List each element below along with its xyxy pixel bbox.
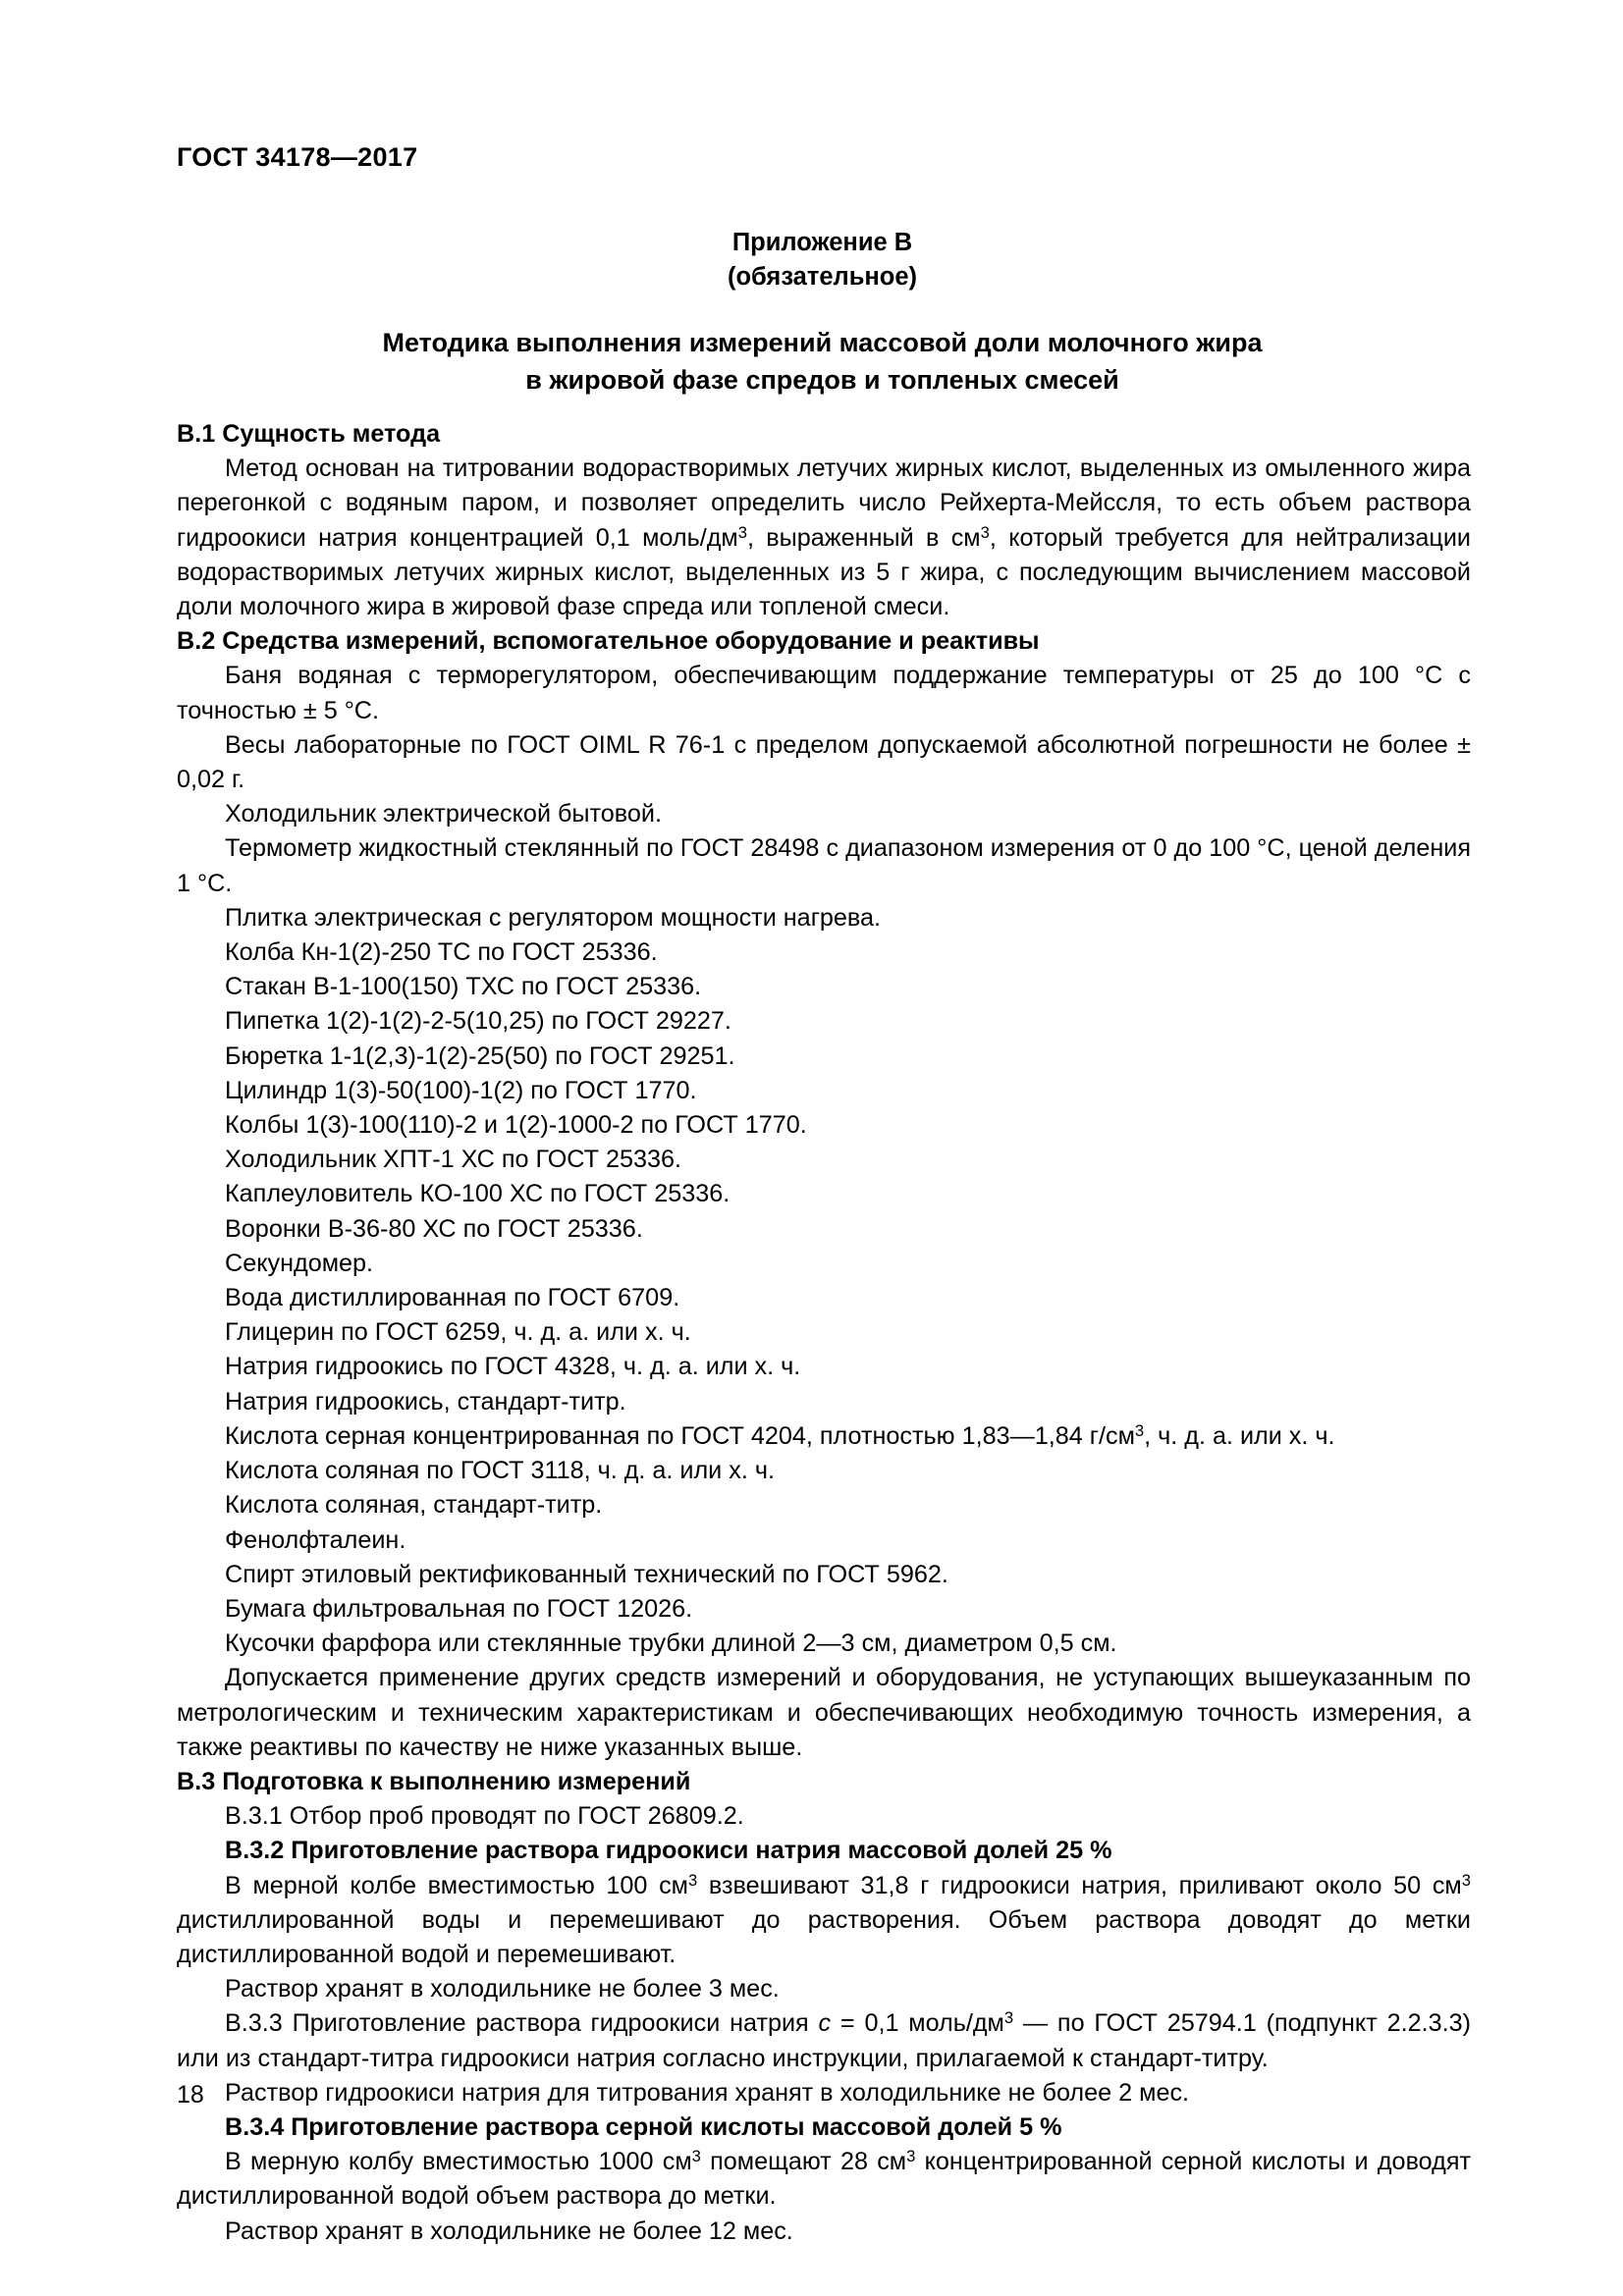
section-heading-b3: В.3 Подготовка к выполнению измерений (177, 1767, 691, 1795)
section-b3-2-paragraph (177, 1869, 1471, 1973)
sulfuric-acid-part-1: Кислота серная концентрированная по ГОСТ 4204, плотностью 1,83—1,84 г/см (225, 1421, 1135, 1450)
section-b2-fridge: Холодильник электрической бытовой. (225, 800, 662, 828)
b1-text-part-2: , выраженный в см (746, 523, 981, 552)
page-title-line-1: Методика выполнения измерений массовой доли молочного жира (382, 328, 1263, 357)
section-b3-4-paragraph (177, 2145, 1471, 2214)
b3-2-part-1: В мерной колбе вместимостью 100 см (225, 1871, 688, 1899)
b3-4-part-1: В мерную колбу вместимостью 1000 см (225, 2148, 692, 2176)
equipment-list-item: Бумага фильтровальная по ГОСТ 12026. (225, 1594, 693, 1623)
b3-3-part-2: = 0,1 моль/дм (831, 2009, 1004, 2038)
section-b3-1: В.3.1 Отбор проб проводят по ГОСТ 26809.2. (225, 1802, 744, 1831)
b3-4-part-3: концентрированной серной кислоты и доводят дистиллированной водой объем раствора до метки. (177, 2148, 1471, 2211)
b3-4-superscript-2: 3 (906, 2147, 916, 2166)
section-heading-b2: В.2 Средства измерений, вспомогательное оборудование и реактивы (177, 627, 1040, 656)
equipment-list-item: Кислота соляная, стандарт-титр. (225, 1491, 603, 1520)
equipment-list-item: Каплеуловитель КО-100 ХС по ГОСТ 25336. (225, 1180, 730, 1208)
section-b3-4-storage: Раствор хранят в холодильнике не более 12 мес. (225, 2216, 793, 2245)
equipment-list-item: Кусочки фарфора или стеклянные трубки длиной 2—3 см, диаметром 0,5 см. (225, 1629, 1117, 1658)
b1-superscript-2: 3 (980, 522, 990, 542)
section-b1-paragraph (177, 452, 1471, 624)
equipment-list-item: Холодильник ХПТ-1 ХС по ГОСТ 25336. (225, 1146, 682, 1174)
b3-2-part-3: дистиллированной воды и перемешивают до растворения. Объем раствора доводят до метки дистиллированной водой и перемешивают. (177, 1905, 1471, 1968)
section-b3-3-storage: Раствор гидроокиси натрия для титрования хранят в холодильнике не более 2 мес. (225, 2078, 1190, 2107)
b1-superscript-1: 3 (737, 522, 747, 542)
equipment-list-item: Воронки В-36-80 ХС по ГОСТ 25336. (225, 1214, 643, 1243)
sulfuric-acid-superscript: 3 (1134, 1420, 1145, 1440)
b1-text-part-1: Метод основан на титровании водорастворимых летучих жирных кислот, выделенных из омыленного жира перегонкой с водяным паром, и позволяет определить число Рейхерта-Мейссля, то есть объем раствора гидроокиси натрия концентрацией 0,1 моль/дм (177, 454, 1471, 552)
equipment-list-item: Цилиндр 1(3)-50(100)-1(2) по ГОСТ 1770. (225, 1076, 697, 1104)
section-heading-b3-4: В.3.4 Приготовление раствора серной кислоты массовой долей 5 % (225, 2112, 1062, 2141)
section-b3-2-storage: Раствор хранят в холодильнике не более 3 мес. (225, 1975, 780, 2003)
page-title-line-2: в жировой фазе спредов и топленых смесей (525, 365, 1119, 395)
annex-caption (177, 226, 1468, 294)
section-b2-water-bath: Баня водяная с терморегулятором, обеспечивающим поддержание температуры от 25 до 100 °С с точностью ± 5 °С. (177, 662, 1471, 724)
section-heading-b3-2: В.3.2 Приготовление раствора гидроокиси натрия массовой долей 25 % (225, 1837, 1112, 1865)
b3-4-part-2: помещают 28 см (700, 2148, 907, 2176)
b3-3-superscript: 3 (1003, 2008, 1014, 2028)
equipment-list-item: Пипетка 1(2)-1(2)-2-5(10,25) по ГОСТ 29227. (225, 1007, 731, 1036)
section-heading-b1: В.1 Сущность метода (177, 420, 441, 448)
equipment-list-item: Колбы 1(3)-100(110)-2 и 1(2)-1000-2 по ГОСТ 1770. (225, 1111, 807, 1140)
b3-3-part-1: В.3.3 Приготовление раствора гидроокиси натрия (225, 2009, 819, 2038)
equipment-list-item: Спирт этиловый ректификованный технический по ГОСТ 5962. (225, 1560, 948, 1588)
annex-status: (обязательное) (727, 263, 918, 291)
section-b3-3-paragraph (177, 2006, 1471, 2075)
b1-text-part-3: , который требуется для нейтрализации водорастворимых летучих жирных кислот, выделенных из 5 г жира, с последующим вычислением массовой доли молочного жира в жировой фазе спреда или топленой смеси. (177, 523, 1471, 621)
equipment-list-item: Секундомер. (225, 1249, 374, 1277)
b3-3-concentration-symbol: c (818, 2009, 832, 2038)
equipment-list-item: Глицерин по ГОСТ 6259, ч. д. а. или х. ч. (225, 1318, 691, 1347)
equipment-list-item: Плитка электрическая с регулятором мощности нагрева. (225, 903, 881, 932)
section-b2-closing-paragraph: Допускается применение других средств измерений и оборудования, не уступающих вышеуказанным по метрологическим и техническим характеристикам и обеспечивающих необходимую точность измерения, а также реактивы по качеству не ниже указанных выше. (177, 1664, 1471, 1761)
b3-4-superscript-1: 3 (691, 2147, 701, 2166)
equipment-list-item: Вода дистиллированная по ГОСТ 6709. (225, 1284, 680, 1312)
page-title (177, 324, 1468, 399)
equipment-list-item: Натрия гидроокись по ГОСТ 4328, ч. д. а. или х. ч. (225, 1353, 801, 1381)
equipment-list-item: Бюретка 1-1(2,3)-1(2)-25(50) по ГОСТ 29251. (225, 1041, 735, 1070)
equipment-list-item: Колба Кн-1(2)-250 ТС по ГОСТ 25336. (225, 938, 658, 967)
b3-2-part-2: взвешивают 31,8 г гидроокиси натрия, приливают около 50 см (697, 1871, 1462, 1899)
b3-2-superscript-1: 3 (687, 1870, 698, 1890)
section-b2-scales: Весы лабораторные по ГОСТ OIML R 76-1 с пределом допускаемой абсолютной погрешности не более ± 0,02 г. (177, 730, 1471, 794)
equipment-list-item: Кислота соляная по ГОСТ 3118, ч. д. а. или х. ч. (225, 1457, 775, 1485)
annex-label: Приложение В (731, 229, 913, 256)
document-body (177, 417, 1471, 2249)
b3-2-superscript-2: 3 (1461, 1870, 1471, 1890)
equipment-list-item: Стакан В-1-100(150) ТХС по ГОСТ 25336. (225, 973, 702, 1001)
sulfuric-acid-part-2: , ч. д. а. или х. ч. (1144, 1421, 1335, 1450)
b3-3-part-3: — по ГОСТ 25794.1 (подпункт 2.2.3.3) или из стандарт-титра гидроокиси натрия согласно инструкции, прилагаемой к стандарт-титру. (177, 2009, 1471, 2072)
document-standard-header: ГОСТ 34178—2017 (177, 142, 418, 172)
section-b2-thermometer: Термометр жидкостный стеклянный по ГОСТ 28498 с диапазоном измерения от 0 до 100 °С, ценой деления 1 °С. (177, 834, 1471, 897)
page-number: 18 (177, 2081, 204, 2109)
equipment-list-item: Фенолфталеин. (225, 1525, 406, 1554)
equipment-list-item: Натрия гидроокись, стандарт-титр. (225, 1387, 626, 1415)
equipment-list-item-sulfuric-acid (177, 1419, 1471, 1454)
